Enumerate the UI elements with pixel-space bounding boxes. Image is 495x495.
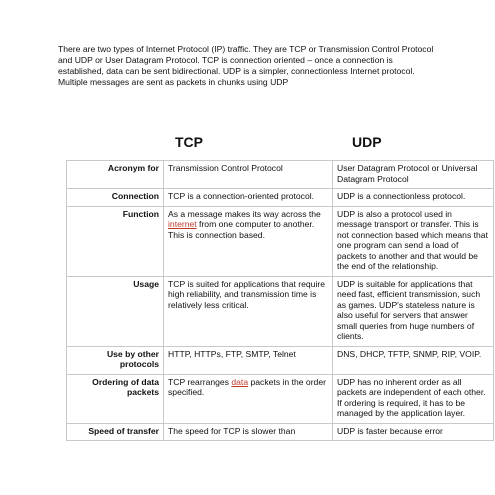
row-label: Use by other protocols (67, 346, 164, 374)
tcp-cell (164, 206, 333, 276)
internet-link[interactable]: internet (168, 219, 197, 229)
udp-cell: UDP is a connectionless protocol. (333, 189, 494, 207)
udp-cell: UDP has no inherent order as all packets are independent of each other. If ordering is required, it has to be managed by the application layer. (333, 374, 494, 423)
udp-cell: UDP is suitable for applications that need fast, efficient transmission, such as games. UDP's stateless nature is also useful for servers that answer small queries from huge numbers of clients. (333, 276, 494, 346)
udp-cell: UDP is faster because error (333, 423, 494, 441)
row-label: Speed of transfer (67, 423, 164, 441)
tcp-text: As a message makes its way across the (168, 208, 321, 219)
tcp-cell: Transmission Control Protocol (164, 161, 333, 189)
row-label: Function (67, 206, 164, 276)
table-row (67, 346, 494, 374)
udp-cell: User Datagram Protocol or Universal Datagram Protocol (333, 161, 494, 189)
row-label: Usage (67, 276, 164, 346)
tcp-cell: The speed for TCP is slower than (164, 423, 333, 441)
row-label: Ordering of data packets (67, 374, 164, 423)
tcp-cell: TCP is suited for applications that require high reliability, and transmission time is relatively less critical. (164, 276, 333, 346)
tcp-cell: HTTP, HTTPs, FTP, SMTP, Telnet (164, 346, 333, 374)
table-row (67, 374, 494, 423)
tcp-text: packets in the order specified. (168, 376, 326, 397)
udp-cell: DNS, DHCP, TFTP, SNMP, RIP, VOIP. (333, 346, 494, 374)
row-label: Acronym for (67, 161, 164, 189)
tcp-column-header: TCP (175, 134, 203, 150)
tcp-cell (164, 374, 333, 423)
table-row (67, 206, 494, 276)
udp-cell: UDP is also a protocol used in message transport or transfer. This is not connection based which means that one program can send a load of packets to another and that would be the end of the relationship. (333, 206, 494, 276)
tcp-text: TCP rearranges (168, 376, 232, 387)
comparison-table (66, 160, 494, 441)
data-link[interactable]: data (231, 376, 249, 387)
table-row (67, 189, 494, 207)
tcp-cell: TCP is a connection-oriented protocol. (164, 189, 333, 207)
tcp-text: from one computer to another. This is connection based. (168, 219, 315, 240)
intro-paragraph: There are two types of Internet Protocol (IP) traffic. They are TCP or Transmission Control Protocol and UDP or User Datagram Protocol. TCP is connection oriented – once a connection is established, data can be sent bidirectional. UDP is a simpler, connectionless Internet protocol. Multiple messages are sent as packets in chunks using UDP (58, 44, 434, 87)
row-label: Connection (67, 189, 164, 207)
table-row (67, 423, 494, 441)
udp-column-header: UDP (352, 134, 382, 150)
table-row (67, 276, 494, 346)
table-row (67, 161, 494, 189)
